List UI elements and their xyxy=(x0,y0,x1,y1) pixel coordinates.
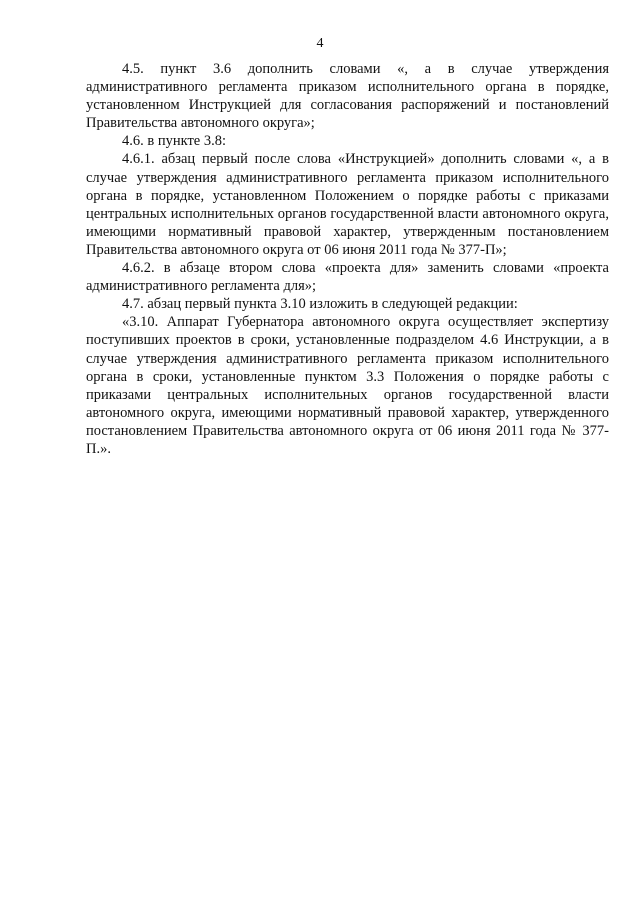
paragraph-4-5: 4.5. пункт 3.6 дополнить словами «, а в случае утверждения административного регламента приказом исполнительного органа в порядке, установленном Инструкцией для согласования распоряжений и постановлений Правительства автономного округа»; xyxy=(86,61,609,132)
paragraph-4-7: 4.7. абзац первый пункта 3.10 изложить в следующей редакции: xyxy=(122,296,518,313)
document-body xyxy=(86,60,609,458)
page-number: 4 xyxy=(316,36,324,51)
paragraph-4-6-1: 4.6.1. абзац первый после слова «Инструкцией» дополнить словами «, а в случае утверждения административного регламента приказом исполнительного органа в порядке, установленном Положением о порядке работы с приказами центральных исполнительных органов государственной власти автономного округа, имеющими нормативный правовой характер, утвержденным постановлением Правительства автономного округа от 06 июня 2011 года № 377-П»; xyxy=(86,151,609,258)
paragraph-4-6-2: 4.6.2. в абзаце втором слова «проекта для» заменить словами «проекта административного регламента для»; xyxy=(86,260,609,295)
paragraph-4-6: 4.6. в пункте 3.8: xyxy=(122,133,227,150)
paragraph-3-10-quote: «3.10. Аппарат Губернатора автономного округа осуществляет экспертизу поступивших проектов в сроки, установленные подразделом 4.6 Инструкции, а в случае утверждения административного регламента приказом исполнительного органа в сроки, установленные пунктом 3.3 Положения о порядке работы с приказами центральных исполнительных органов государственной власти автономного округа, имеющими нормативный правовой характер, утвержденного постановлением Правительства автономного округа от 06 июня 2011 года № 377-П.». xyxy=(86,314,609,457)
